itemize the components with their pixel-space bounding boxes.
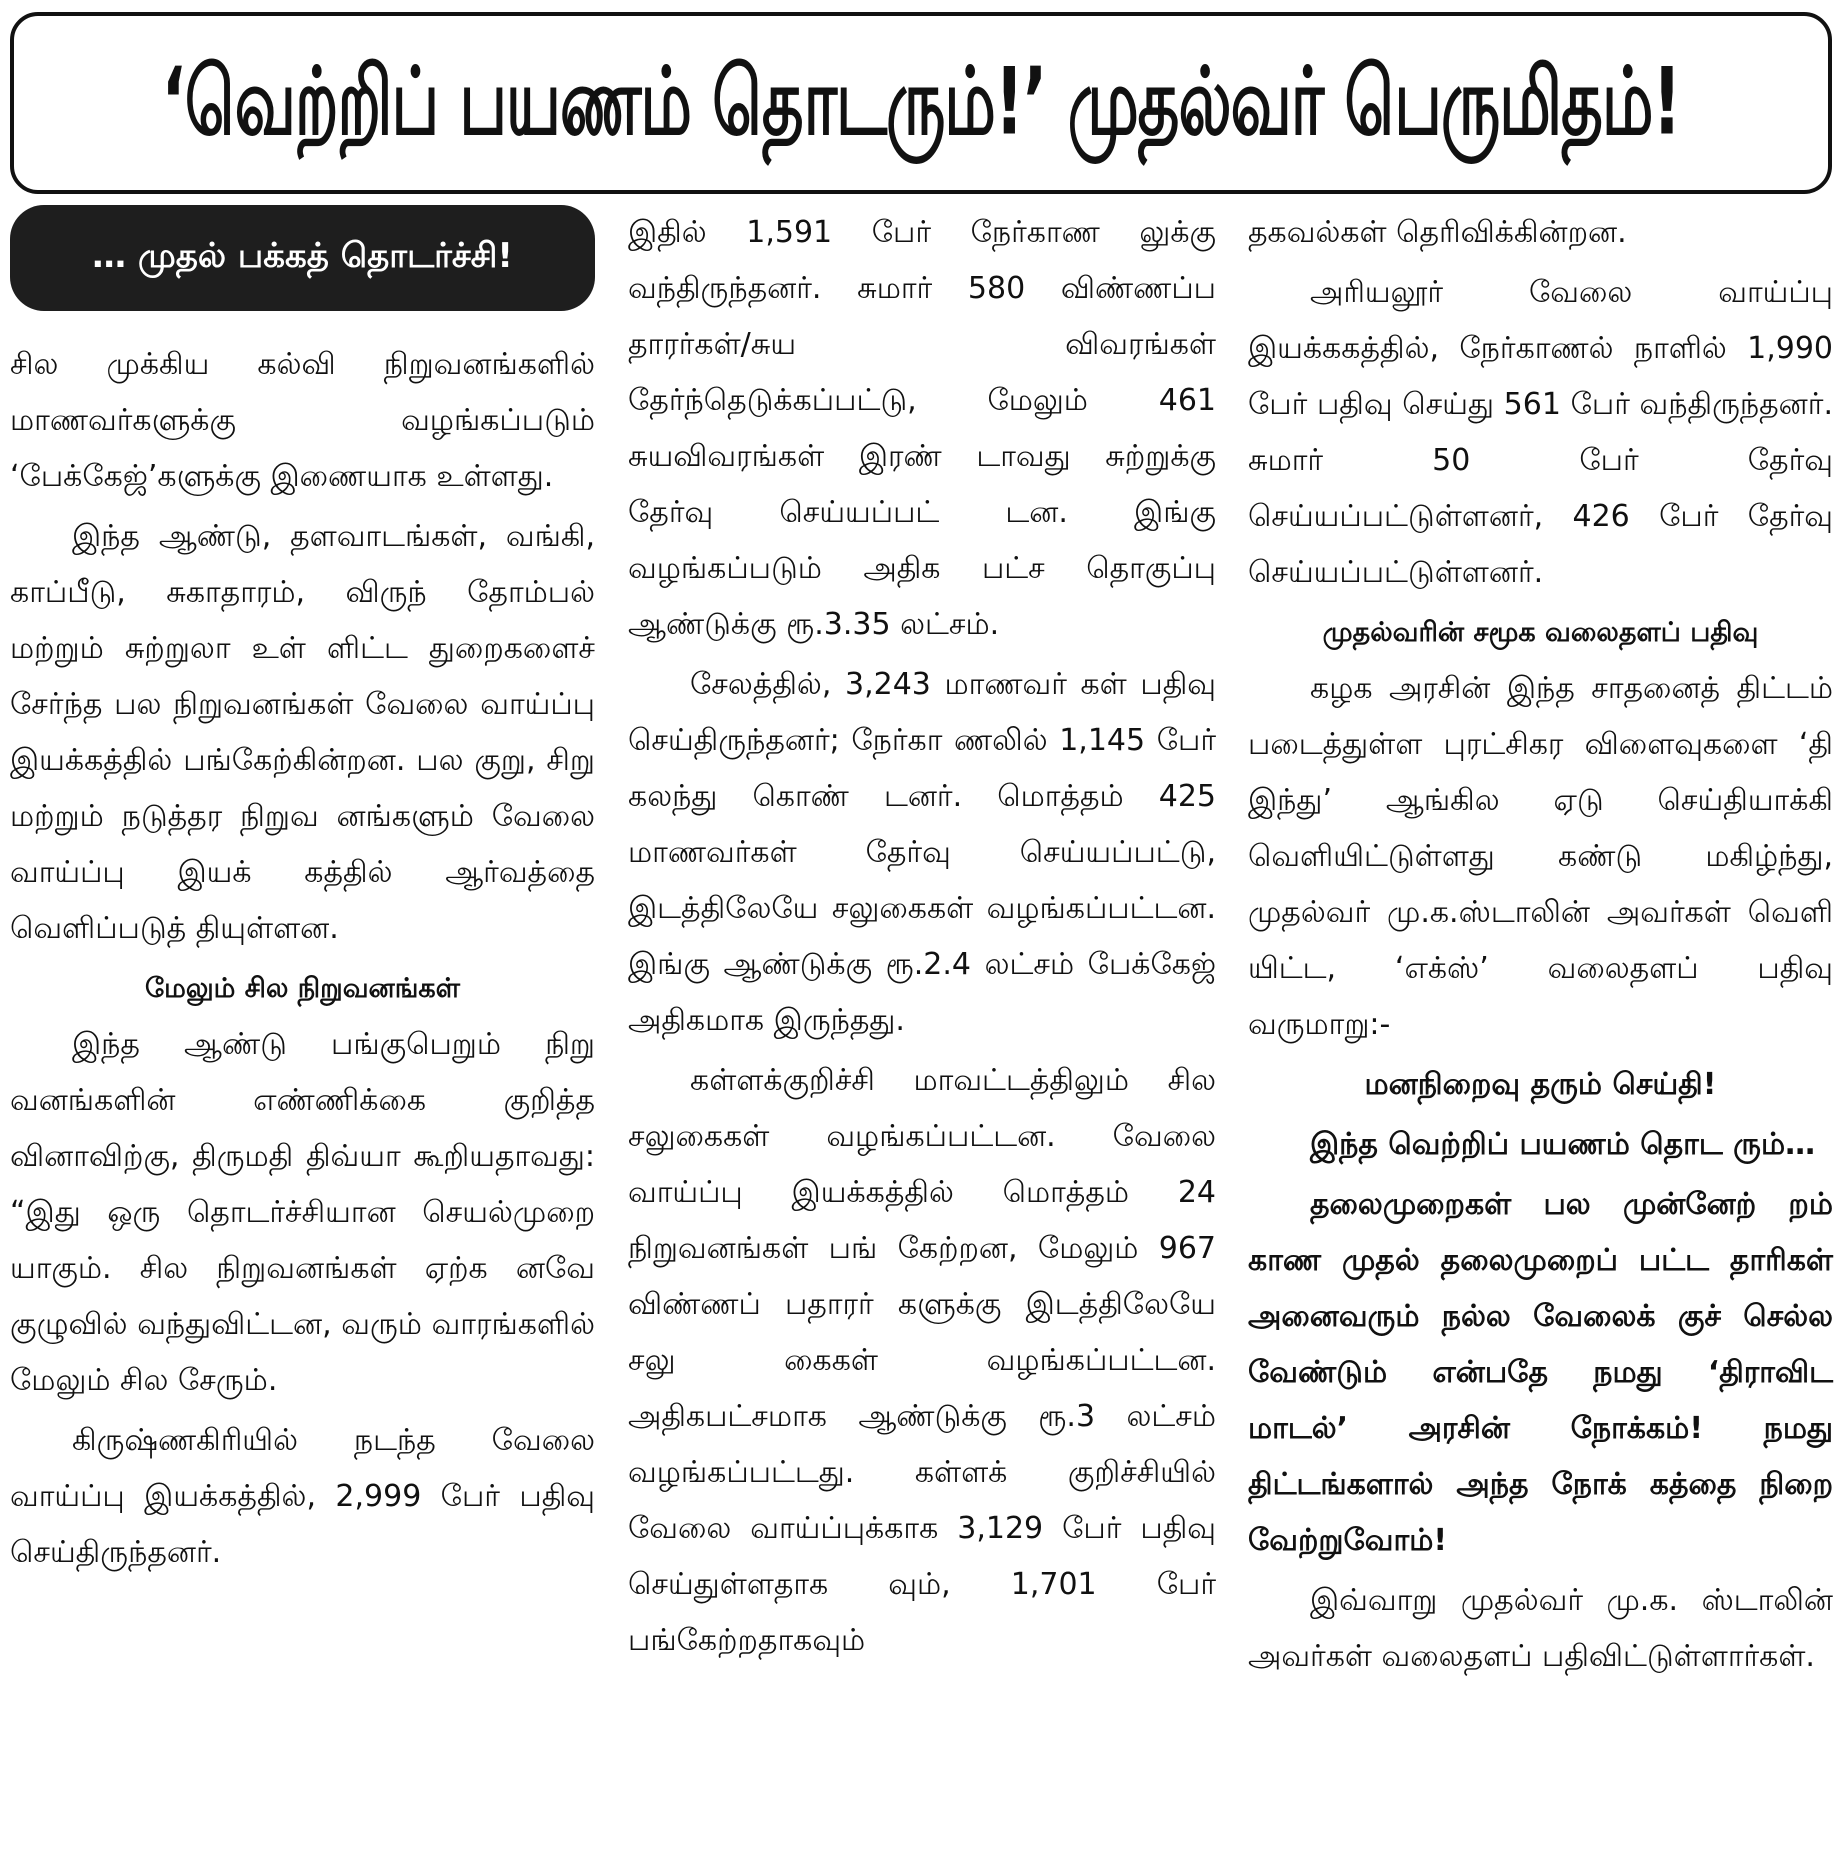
col1-paragraph-4: கிருஷ்ணகிரியில் நடந்த வேலை வாய்ப்பு இயக்கத்தில், 2,999 பேர் பதிவு செய்திருந்தனர். [10,1423,595,1570]
col3-paragraph-1: தகவல்கள் தெரிவிக்கின்றன. [1248,215,1627,250]
col3-paragraph-2: அரியலூர் வேலை வாய்ப்பு இயக்ககத்தில், நேர்காணல் நாளில் 1,990 பேர் பதிவு செய்து 561 பேர் வந்திருந்தனர். சுமார் 50 பேர் தேர்வு செய்யப்பட்டுள்ளனர், 426 பேர் தேர்வு செய்யப்பட்டுள்ளனர். [1248,275,1833,590]
column-3 [1248,205,1833,1850]
col1-paragraph-1: சில முக்கிய கல்வி நிறுவனங்களில் மாணவர்களுக்கு வழங்கப்படும் ‘பேக்கேஜ்’களுக்கு இணையாக உள்ளது. [10,347,595,494]
col1-paragraph-3: இந்த ஆண்டு பங்குபெறும் நிறு வனங்களின் எண்ணிக்கை குறித்த வினாவிற்கு, திருமதி திவ்யா கூறியதாவது: “இது ஒரு தொடர்ச்சியான செயல்முறை யாகும். சில நிறுவனங்கள் ஏற்க னவே குழுவில் வந்துவிட்டன, வரும் வாரங்களில் மேலும் சில சேரும். [10,1027,595,1398]
quote-line-1: மனநிறைவு தரும் செய்தி! [1364,1067,1717,1102]
headline-box [10,12,1832,194]
quote-line-2: இந்த வெற்றிப் பயணம் தொட ரும்… [1310,1127,1816,1162]
col1-paragraph-2: இந்த ஆண்டு, தளவாடங்கள், வங்கி, காப்பீடு, சுகாதாரம், விருந் தோம்பல் மற்றும் சுற்றுலா உள் ளிட்ட துறைகளைச் சேர்ந்த பல நிறுவனங்கள் வேலை வாய்ப்பு இயக்கத்தில் பங்கேற்கின்றன. பல குறு, சிறு மற்றும் நடுத்தர நிறுவ னங்களும் வேலை வாய்ப்பு இயக் கத்தில் ஆர்வத்தை வெளிப்படுத் தியுள்ளன. [10,519,595,946]
headline: ‘வெற்றிப் பயணம் தொடரும்!’ முதல்வர் பெருமிதம்! [161,49,1681,157]
continuation-banner [10,205,595,311]
col3-paragraph-3: கழக அரசின் இந்த சாதனைத் திட்டம் படைத்துள்ள புரட்சிகர விளைவுகளை ‘தி இந்து’ ஆங்கில ஏடு செய்தியாக்கி வெளியிட்டுள்ளது கண்டு மகிழ்ந்து, முதல்வர் மு.க.ஸ்டாலின் அவர்கள் வெளி யிட்ட, ‘எக்ஸ்’ வலைதளப் பதிவு வருமாறு:- [1248,671,1833,1042]
continuation-label: … முதல் பக்கத் தொடர்ச்சி! [92,236,513,276]
col3-paragraph-4: இவ்வாறு முதல்வர் மு.க. ஸ்டாலின் அவர்கள் வலைதளப் பதிவிட்டுள்ளார்கள். [1248,1583,1833,1674]
column-2 [628,205,1216,1850]
col1-subheading: மேலும் சில நிறுவனங்கள் [144,973,461,1004]
col2-paragraph-3: கள்ளக்குறிச்சி மாவட்டத்திலும் சில சலுகைகள் வழங்கப்பட்டன. வேலை வாய்ப்பு இயக்கத்தில் மொத்தம் 24 நிறுவனங்கள் பங் கேற்றன, மேலும் 967 விண்ணப் பதாரர் களுக்கு இடத்திலேயே சலு கைகள் வழங்கப்பட்டன. அதிகபட்சமாக ஆண்டுக்கு ரூ.3 லட்சம் வழங்கப்பட்டது. கள்ளக் குறிச்சியில் வேலை வாய்ப்புக்காக 3,129 பேர் பதிவு செய்துள்ளதாக வும், 1,701 பேர் பங்கேற்றதாகவும் [628,1063,1216,1658]
column-1 [10,205,595,1850]
col3-subheading: முதல்வரின் சமூக வலைதளப் பதிவு [1322,617,1759,648]
col2-paragraph-1: இதில் 1,591 பேர் நேர்காண லுக்கு வந்திருந்தனர். சுமார் 580 விண்ணப்ப தாரர்கள்/சுய விவரங்கள் தேர்ந்தெடுக்கப்பட்டு, மேலும் 461 சுயவிவரங்கள் இரண் டாவது சுற்றுக்கு தேர்வு செய்யப்பட் டன. இங்கு வழங்கப்படும் அதிக பட்ச தொகுப்பு ஆண்டுக்கு ரூ.3.35 லட்சம். [628,215,1216,642]
col2-paragraph-2: சேலத்தில், 3,243 மாணவர் கள் பதிவு செய்திருந்தனர்; நேர்கா ணலில் 1,145 பேர் கலந்து கொண் டனர். மொத்தம் 425 மாணவர்கள் தேர்வு செய்யப்பட்டு, இடத்திலேயே சலுகைகள் வழங்கப்பட்டன. இங்கு ஆண்டுக்கு ரூ.2.4 லட்சம் பேக்கேஜ் அதிகமாக இருந்தது. [628,667,1216,1038]
quote-paragraph: தலைமுறைகள் பல முன்னேற் றம் காண முதல் தலைமுறைப் பட்ட தாரிகள் அனைவரும் நல்ல வேலைக் குச் செல்ல வேண்டும் என்பதே நமது ‘திராவிட மாடல்’ அரசின் நோக்கம்! நமது திட்டங்களால் அந்த நோக் கத்தை நிறை வேற்றுவோம்! [1248,1187,1833,1558]
